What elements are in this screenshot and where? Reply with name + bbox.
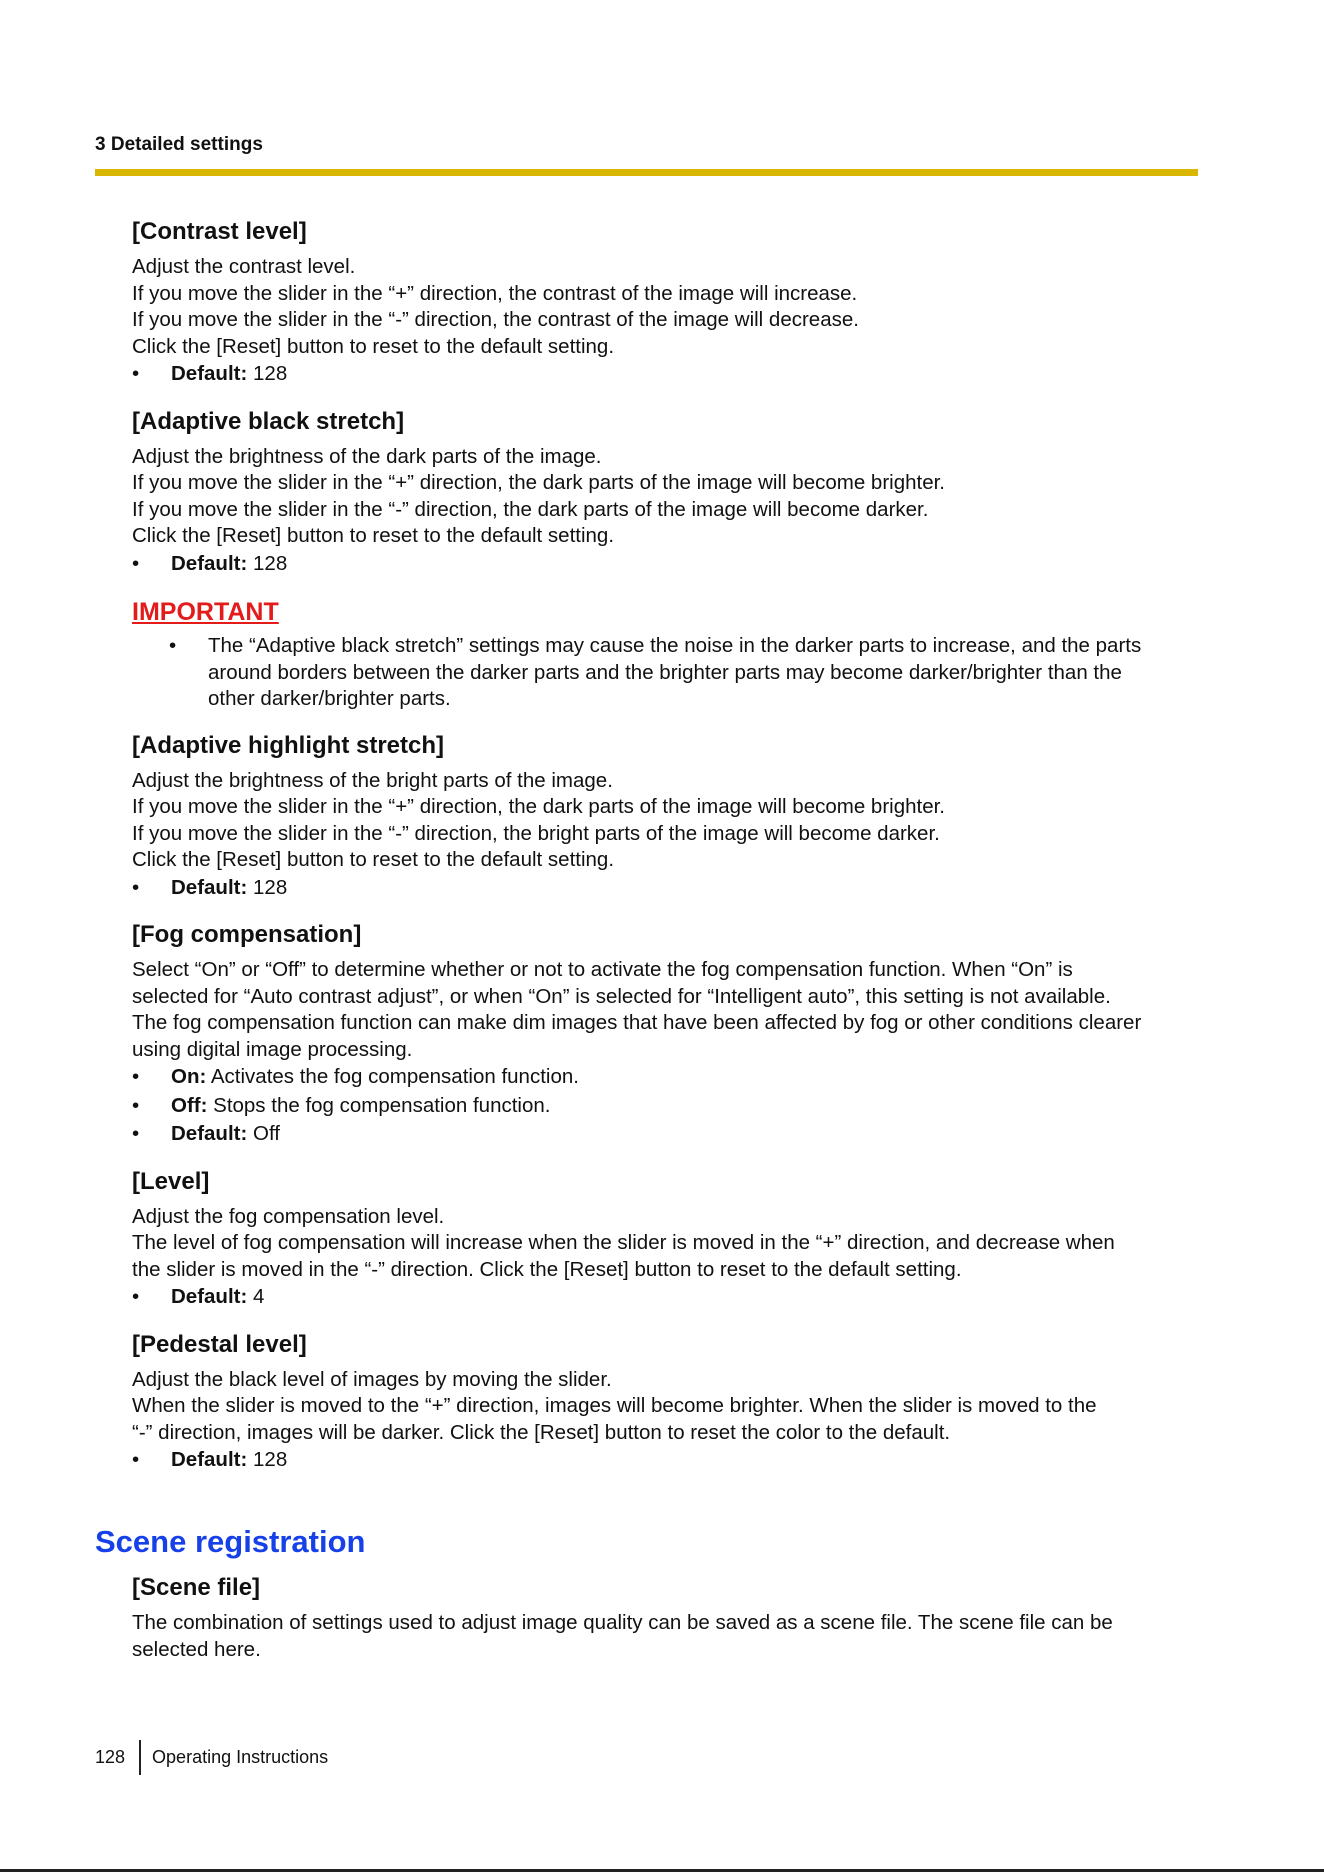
page-footer xyxy=(95,1740,328,1775)
paragraph-line: Adjust the contrast level. xyxy=(132,255,356,278)
paragraph-line: The combination of settings used to adjust image quality can be saved as a scene file. The scene file can be xyxy=(132,1611,1113,1634)
document-title: Operating Instructions xyxy=(152,1747,329,1767)
bullet-label: On: xyxy=(171,1065,207,1088)
default-bullet xyxy=(132,550,1204,579)
paragraph-line: Adjust the black level of images by moving the slider. xyxy=(132,1367,612,1391)
bullet-text: Activates the fog compensation function. xyxy=(210,1065,579,1088)
default-bullet xyxy=(132,360,1204,389)
paragraph-line: If you move the slider in the “-” direction, the contrast of the image will decrease. xyxy=(132,308,859,331)
running-header: 3 Detailed settings xyxy=(95,134,263,155)
paragraph-line: Adjust the brightness of the bright parts of the image. xyxy=(132,768,613,792)
header-rule xyxy=(95,169,1198,176)
default-bullet xyxy=(132,1283,1204,1312)
on-bullet xyxy=(132,1063,1204,1092)
paragraph-line: selected here. xyxy=(132,1637,261,1661)
section-title: [Adaptive highlight stretch] xyxy=(132,731,444,759)
bullet-text: 128 xyxy=(253,362,288,385)
paragraph-line: Select “On” or “Off” to determine whether or not to activate the fog compensation function. When “On” is xyxy=(132,958,1073,981)
paragraph-line: Adjust the brightness of the dark parts of the image. xyxy=(132,444,602,468)
paragraph-line: Click the [Reset] button to reset to the default setting. xyxy=(132,334,615,358)
paragraph-line: the slider is moved in the “-” direction. Click the [Reset] button to reset to the default setting. xyxy=(132,1257,962,1281)
important-bullet xyxy=(208,633,1204,713)
paragraph-line: Click the [Reset] button to reset to the default setting. xyxy=(132,848,615,871)
paragraph-line: Adjust the fog compensation level. xyxy=(132,1204,445,1228)
default-bullet xyxy=(132,1446,1204,1475)
bullet-text: 4 xyxy=(253,1285,265,1308)
bullet-label: Default: xyxy=(171,551,248,575)
paragraph-line: If you move the slider in the “-” direction, the bright parts of the image will become darker. xyxy=(132,821,940,845)
section-adaptive-highlight-stretch xyxy=(132,730,1204,903)
important-title: IMPORTANT xyxy=(132,598,279,626)
main-content xyxy=(132,216,1204,1492)
important-note xyxy=(132,595,1204,713)
important-line: around borders between the darker parts and the brighter parts may become darker/brighter than the xyxy=(208,660,1122,684)
bullet-text: 128 xyxy=(253,551,288,575)
bullet-text: 128 xyxy=(253,875,288,899)
paragraph-line: When the slider is moved to the “+” direction, images will become brighter. When the slider is moved to the xyxy=(132,1394,1097,1417)
section-title: [Fog compensation] xyxy=(132,921,362,948)
section-title: [Level] xyxy=(132,1167,210,1195)
section-fog-compensation xyxy=(132,919,1204,1149)
paragraph-line: using digital image processing. xyxy=(132,1037,413,1061)
default-bullet xyxy=(132,874,1204,903)
paragraph-line: selected for “Auto contrast adjust”, or when “On” is selected for “Intelligent auto”, this setting is not available. xyxy=(132,984,1111,1008)
paragraph-line: If you move the slider in the “-” direction, the dark parts of the image will become darker. xyxy=(132,497,929,521)
off-bullet xyxy=(132,1092,1204,1121)
section-level xyxy=(132,1166,1204,1312)
section-scene-file xyxy=(132,1572,1204,1663)
section-title: [Adaptive black stretch] xyxy=(132,407,405,435)
section-adaptive-black-stretch xyxy=(132,406,1204,579)
important-line: • The “Adaptive black stretch” settings may cause the noise in the darker parts to increase, and the parts xyxy=(208,634,1142,657)
bullet-label: Default: xyxy=(171,1122,248,1145)
paragraph-line: The fog compensation function can make dim images that have been affected by fog or other conditions clearer xyxy=(132,1011,1142,1034)
bullet-label: Default: xyxy=(171,875,248,899)
footer-divider xyxy=(139,1740,141,1775)
paragraph-line: If you move the slider in the “+” direction, the dark parts of the image will become brighter. xyxy=(132,471,945,494)
section-title: [Contrast level] xyxy=(132,218,307,245)
scene-registration-heading: Scene registration xyxy=(95,1524,366,1559)
bullet-text: 128 xyxy=(253,1448,288,1471)
bullet-label: Default: xyxy=(171,362,248,385)
paragraph-line: If you move the slider in the “+” direction, the dark parts of the image will become brighter. xyxy=(132,795,945,818)
default-bullet xyxy=(132,1120,1204,1149)
page-number: 128 xyxy=(95,1747,126,1767)
bullet-text: Stops the fog compensation function. xyxy=(213,1093,551,1117)
section-pedestal-level xyxy=(132,1329,1204,1475)
paragraph-line: The level of fog compensation will increase when the slider is moved in the “+” direction, and decrease when xyxy=(132,1231,1115,1254)
paragraph-line: Click the [Reset] button to reset to the default setting. xyxy=(132,524,615,547)
section-title: [Pedestal level] xyxy=(132,1330,307,1358)
paragraph-line: “-” direction, images will be darker. Click the [Reset] button to reset the color to the default. xyxy=(132,1420,951,1444)
bullet-label: Off: xyxy=(171,1093,208,1117)
section-title: [Scene file] xyxy=(132,1574,261,1601)
paragraph-line: If you move the slider in the “+” direction, the contrast of the image will increase. xyxy=(132,281,858,305)
bullet-text: Off xyxy=(253,1122,280,1145)
section-contrast-level xyxy=(132,216,1204,389)
bullet-label: Default: xyxy=(171,1285,248,1308)
important-line: other darker/brighter parts. xyxy=(208,687,451,710)
bullet-label: Default: xyxy=(171,1448,248,1471)
